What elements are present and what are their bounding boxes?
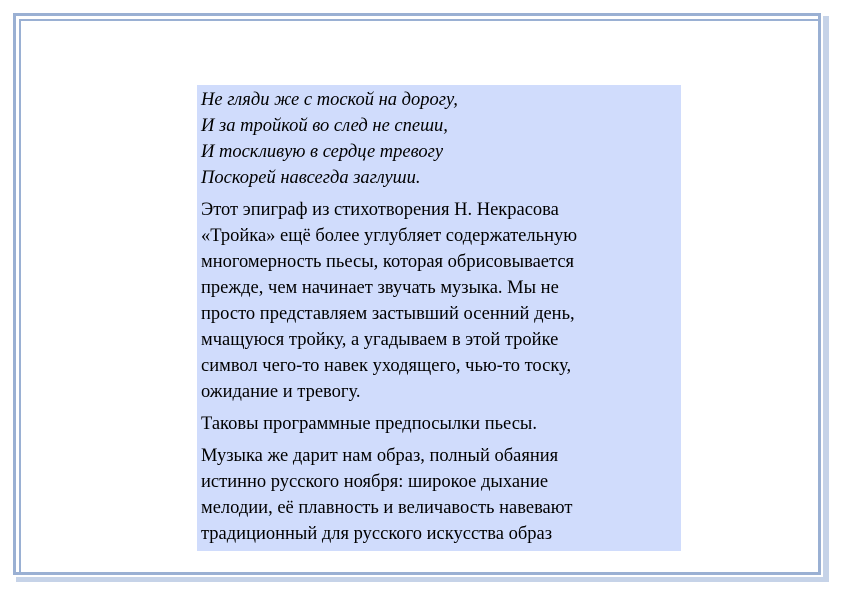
epigraph-line: И тоскливую в сердце тревогу: [201, 142, 444, 162]
paragraph-line: символ чего-то навек уходящего, чью-то тоску,: [201, 356, 572, 376]
paragraph-line: Таковы программные предпосылки пьесы.: [201, 414, 537, 434]
frame-shadow-right: [823, 16, 829, 580]
paragraph-line: «Тройка» ещё более углубляет содержательную: [201, 226, 578, 246]
epigraph-line: Не гляди же с тоской на дорогу,: [201, 90, 458, 110]
paragraph-line: традиционный для русского искусства образ: [201, 524, 553, 544]
paragraph-music-image: [201, 443, 677, 547]
paragraph-epigraph-commentary: [201, 197, 677, 405]
paragraph-line: мчащуюся тройку, а угадываем в этой тройке: [201, 330, 559, 350]
frame-shadow-bottom: [16, 577, 829, 582]
slide-text-box[interactable]: [197, 85, 681, 551]
paragraph-line: мелодии, её плавность и величавость навевают: [201, 498, 573, 518]
paragraph-line: истинно русского ноября: широкое дыхание: [201, 472, 549, 492]
paragraph-line: просто представляем застывший осенний день,: [201, 304, 575, 324]
epigraph-line: Поскорей навсегда заглуши.: [201, 168, 421, 188]
epigraph-line: И за тройкой во след не спеши,: [201, 116, 448, 136]
paragraph-line: многомерность пьесы, которая обрисовывается: [201, 252, 575, 272]
paragraph-line: Этот эпиграф из стихотворения Н. Некрасова: [201, 200, 559, 220]
paragraph-program-premises: [201, 411, 677, 437]
paragraph-line: ожидание и тревогу.: [201, 382, 361, 402]
paragraph-line: прежде, чем начинает звучать музыка. Мы не: [201, 278, 559, 298]
paragraph-line: Музыка же дарит нам образ, полный обаяния: [201, 446, 559, 466]
epigraph: [201, 87, 677, 191]
